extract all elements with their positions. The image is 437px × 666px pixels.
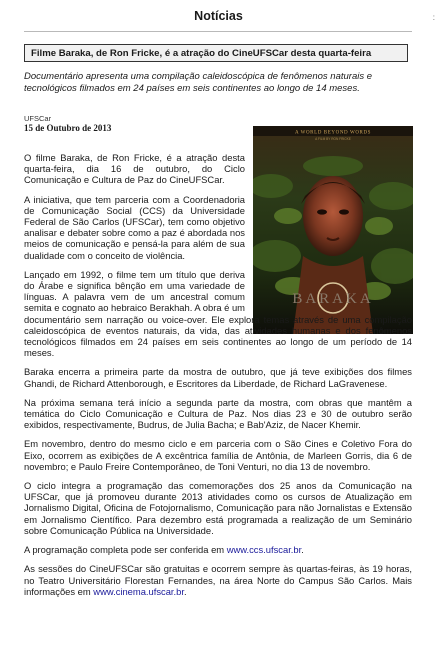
side-mark: : [432, 13, 435, 22]
paragraph-8: A programação completa pode ser conferida em www.ccs.ufscar.br. [24, 544, 304, 556]
paragraph-1: O filme Baraka, de Ron Fricke, é a atração desta quarta-feira, dia 16 de outubro, do Ciclo Comunicação e Cultura de Paz do CineUFSCar. [24, 152, 245, 186]
paragraph-4: Baraka encerra a primeira parte da mostra de outubro, que já teve exibições dos filmes Ghandi, de Richard Attenborough, e Escritores da Liberdade, de Richard LaGravenese. [24, 366, 412, 389]
paragraph-5: Na próxima semana terá início a segunda parte da mostra, com obras que mantêm a temática do Ciclo Comunicação e Cultura de Paz. Nos dias 23 e 30 de outubro serão exibidos, respectivamente, Budrus, de Julia Bacha; e Bab'Aziz, de Nacer Khemir. [24, 396, 412, 431]
cinema-link[interactable]: www.cinema.ufscar.br [93, 585, 184, 597]
poster-credit: A FILM BY RON FRICKE [315, 137, 351, 141]
ccs-link[interactable]: www.ccs.ufscar.br [226, 544, 302, 556]
top-divider [24, 31, 412, 32]
article-headline: Filme Baraka, de Ron Fricke, é a atração do CineUFSCar desta quarta-feira [24, 44, 408, 62]
section-title: Notícias [194, 9, 243, 23]
poster-title: BARAKA [292, 291, 374, 307]
paragraph-9: As sessões do CineUFSCar são gratuitas e ocorrem sempre às quartas-feiras, às 19 horas, no Teatro Universitário Florestan Fernandes, na área Norte do Campus São Carlos. Mais informações em www.cinema.ufscar.br. [24, 563, 412, 597]
article-source: UFSCar [24, 114, 52, 123]
article-body [24, 152, 412, 605]
article-lead: Documentário apresenta uma compilação caleidoscópica de fenômenos naturais e tecnológicos filmados em 24 países em seis continentes ao longo de 14 meses. [24, 71, 373, 94]
paragraph-6: Em novembro, dentro do mesmo ciclo e em parceria com o São Cines e Coletivo Fora do Eixo, ocorrem as exibições de A excêntrica família de Antônia, de Marleen Gorris, dia 6 de novembro; e Paulo Freire Contemporâneo, de Toni Venturi, no dia 13 de novembro. [24, 438, 412, 472]
paragraph-2: A iniciativa, que tem parceria com a Coordenadoria de Comunicação Social (CCS) da Universidade Federal de São Carlos (UFSCar), tem como objetivo analisar e debater sobre como a paz é abordada nos meios de comunicação e pensá-la para além de sua dualidade com o conceito de violência. [24, 193, 245, 261]
paragraph-7: O ciclo integra a programação das comemorações dos 25 anos da Comunicação na UFSCar, que já promoveu durante 2013 atividades como os cursos de Atualização em Jornalismo Digital, Oficina de Fotojornalismo, Comunicação para não Jornalistas e Extensão em Jornalismo Científico. Para dezembro está programada a realização de um Seminário sobre Comunicação Pública na Universidade. [24, 480, 412, 536]
paragraph-3: Lançado em 1992, o filme tem um título que deriva do Árabe e significa bênção em uma variedade de línguas. A palavra vem de um ancestral comum semita e cognato ao hebraico Berakhah. A obra é um documentário sem narração ou voice-over. Ele explora temas através de uma compilação caleidoscópica de eventos naturais, da vida, das atividades humanas e dos fenômenos tecnológicos filmados em 24 países em seis continentes ao longo de um período de 14 meses. [24, 268, 412, 359]
article-date: 15 de Outubro de 2013 [24, 123, 112, 133]
poster-tagline: A WORLD BEYOND WORDS [294, 130, 372, 136]
